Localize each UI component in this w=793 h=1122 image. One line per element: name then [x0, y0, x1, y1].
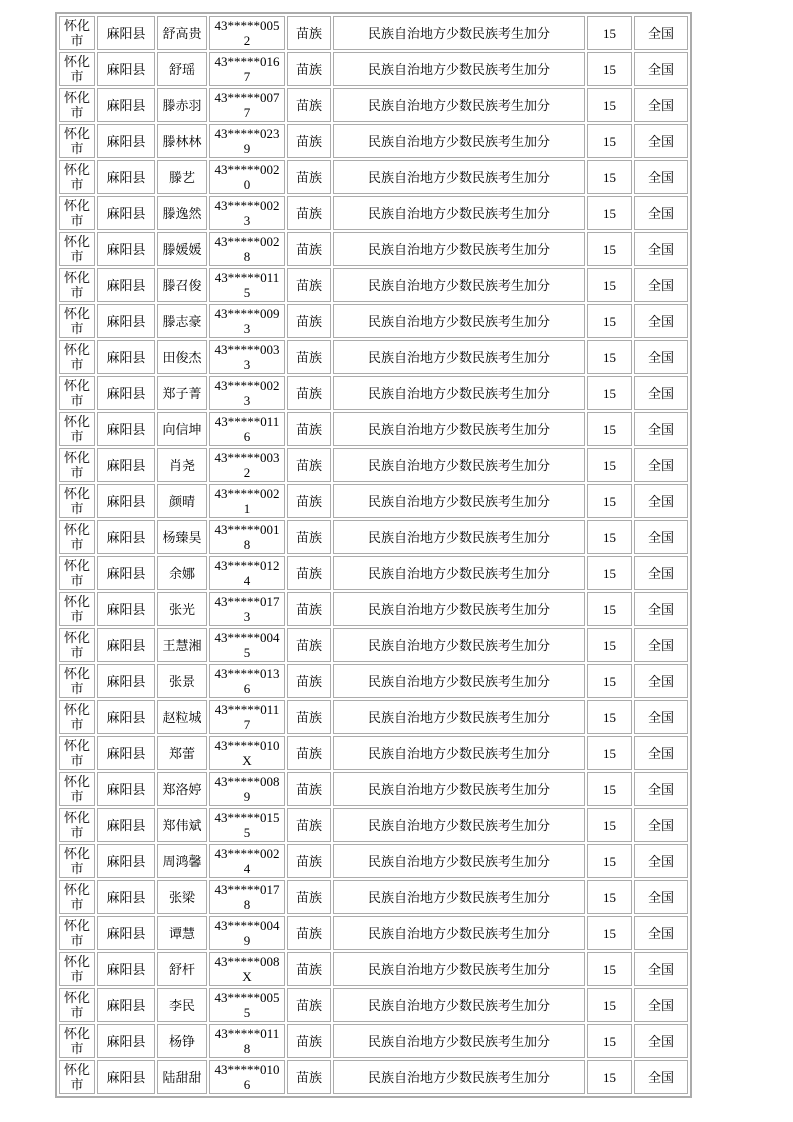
cell-scope: 全国 [634, 556, 688, 590]
cell-name: 李民 [157, 988, 207, 1022]
cell-name: 滕召俊 [157, 268, 207, 302]
cell-scope: 全国 [634, 484, 688, 518]
cell-id-number: 43*****002 8 [209, 232, 285, 266]
cell-id-number: 43*****017 3 [209, 592, 285, 626]
cell-city: 怀化市 [59, 952, 95, 986]
cell-county: 麻阳县 [97, 844, 155, 878]
roster-table-body [59, 16, 688, 1094]
cell-policy: 民族自治地方少数民族考生加分 [333, 160, 585, 194]
cell-ethnicity: 苗族 [287, 268, 331, 302]
cell-ethnicity: 苗族 [287, 484, 331, 518]
cell-city: 怀化市 [59, 88, 95, 122]
cell-county: 麻阳县 [97, 88, 155, 122]
cell-city: 怀化市 [59, 412, 95, 446]
cell-policy: 民族自治地方少数民族考生加分 [333, 520, 585, 554]
table-row [59, 124, 688, 158]
table-row [59, 448, 688, 482]
cell-ethnicity: 苗族 [287, 1024, 331, 1058]
cell-policy: 民族自治地方少数民族考生加分 [333, 376, 585, 410]
cell-policy: 民族自治地方少数民族考生加分 [333, 628, 585, 662]
cell-policy: 民族自治地方少数民族考生加分 [333, 448, 585, 482]
cell-policy: 民族自治地方少数民族考生加分 [333, 556, 585, 590]
cell-policy: 民族自治地方少数民族考生加分 [333, 484, 585, 518]
cell-policy: 民族自治地方少数民族考生加分 [333, 808, 585, 842]
cell-name: 杨臻昊 [157, 520, 207, 554]
cell-scope: 全国 [634, 772, 688, 806]
cell-points: 15 [587, 448, 632, 482]
cell-points: 15 [587, 484, 632, 518]
cell-points: 15 [587, 628, 632, 662]
cell-ethnicity: 苗族 [287, 448, 331, 482]
cell-county: 麻阳县 [97, 808, 155, 842]
table-row [59, 268, 688, 302]
cell-name: 滕逸然 [157, 196, 207, 230]
cell-policy: 民族自治地方少数民族考生加分 [333, 1024, 585, 1058]
cell-id-number: 43*****011 6 [209, 412, 285, 446]
cell-id-number: 43*****016 7 [209, 52, 285, 86]
cell-points: 15 [587, 808, 632, 842]
cell-points: 15 [587, 340, 632, 374]
cell-id-number: 43*****008 9 [209, 772, 285, 806]
cell-scope: 全国 [634, 700, 688, 734]
cell-id-number: 43*****010 6 [209, 1060, 285, 1094]
cell-points: 15 [587, 736, 632, 770]
table-row [59, 340, 688, 374]
cell-id-number: 43*****002 3 [209, 376, 285, 410]
cell-scope: 全国 [634, 1060, 688, 1094]
table-row [59, 736, 688, 770]
table-row [59, 376, 688, 410]
cell-city: 怀化市 [59, 772, 95, 806]
cell-city: 怀化市 [59, 52, 95, 86]
cell-points: 15 [587, 700, 632, 734]
cell-ethnicity: 苗族 [287, 700, 331, 734]
cell-city: 怀化市 [59, 1024, 95, 1058]
cell-policy: 民族自治地方少数民族考生加分 [333, 1060, 585, 1094]
cell-scope: 全国 [634, 52, 688, 86]
cell-scope: 全国 [634, 628, 688, 662]
cell-points: 15 [587, 1060, 632, 1094]
cell-points: 15 [587, 772, 632, 806]
cell-county: 麻阳县 [97, 268, 155, 302]
cell-ethnicity: 苗族 [287, 16, 331, 50]
table-row [59, 1060, 688, 1094]
cell-name: 舒杆 [157, 952, 207, 986]
cell-policy: 民族自治地方少数民族考生加分 [333, 16, 585, 50]
cell-name: 郑蕾 [157, 736, 207, 770]
cell-county: 麻阳县 [97, 484, 155, 518]
cell-points: 15 [587, 52, 632, 86]
cell-id-number: 43*****001 8 [209, 520, 285, 554]
cell-scope: 全国 [634, 412, 688, 446]
cell-policy: 民族自治地方少数民族考生加分 [333, 988, 585, 1022]
bonus-points-roster-table [55, 12, 692, 1098]
cell-scope: 全国 [634, 124, 688, 158]
cell-city: 怀化市 [59, 232, 95, 266]
cell-city: 怀化市 [59, 304, 95, 338]
cell-id-number: 43*****015 5 [209, 808, 285, 842]
cell-name: 杨铮 [157, 1024, 207, 1058]
cell-policy: 民族自治地方少数民族考生加分 [333, 736, 585, 770]
cell-city: 怀化市 [59, 520, 95, 554]
cell-policy: 民族自治地方少数民族考生加分 [333, 88, 585, 122]
cell-name: 郑子菁 [157, 376, 207, 410]
cell-ethnicity: 苗族 [287, 772, 331, 806]
cell-ethnicity: 苗族 [287, 664, 331, 698]
cell-city: 怀化市 [59, 376, 95, 410]
cell-county: 麻阳县 [97, 160, 155, 194]
table-row [59, 520, 688, 554]
cell-county: 麻阳县 [97, 340, 155, 374]
cell-ethnicity: 苗族 [287, 808, 331, 842]
cell-scope: 全国 [634, 268, 688, 302]
table-row [59, 304, 688, 338]
cell-city: 怀化市 [59, 916, 95, 950]
cell-scope: 全国 [634, 952, 688, 986]
cell-points: 15 [587, 916, 632, 950]
cell-ethnicity: 苗族 [287, 1060, 331, 1094]
cell-points: 15 [587, 160, 632, 194]
cell-county: 麻阳县 [97, 592, 155, 626]
cell-id-number: 43*****011 7 [209, 700, 285, 734]
cell-scope: 全国 [634, 340, 688, 374]
cell-ethnicity: 苗族 [287, 160, 331, 194]
cell-points: 15 [587, 304, 632, 338]
cell-ethnicity: 苗族 [287, 232, 331, 266]
cell-scope: 全国 [634, 664, 688, 698]
cell-scope: 全国 [634, 880, 688, 914]
cell-id-number: 43*****017 8 [209, 880, 285, 914]
cell-scope: 全国 [634, 592, 688, 626]
cell-county: 麻阳县 [97, 880, 155, 914]
cell-points: 15 [587, 376, 632, 410]
cell-points: 15 [587, 556, 632, 590]
cell-ethnicity: 苗族 [287, 988, 331, 1022]
cell-ethnicity: 苗族 [287, 340, 331, 374]
cell-city: 怀化市 [59, 988, 95, 1022]
cell-county: 麻阳县 [97, 1060, 155, 1094]
cell-name: 谭慧 [157, 916, 207, 950]
cell-ethnicity: 苗族 [287, 916, 331, 950]
table-row [59, 664, 688, 698]
cell-county: 麻阳县 [97, 916, 155, 950]
cell-scope: 全国 [634, 16, 688, 50]
cell-city: 怀化市 [59, 844, 95, 878]
cell-id-number: 43*****003 3 [209, 340, 285, 374]
table-row [59, 52, 688, 86]
cell-policy: 民族自治地方少数民族考生加分 [333, 232, 585, 266]
cell-id-number: 43*****007 7 [209, 88, 285, 122]
table-row [59, 808, 688, 842]
cell-id-number: 43*****003 2 [209, 448, 285, 482]
cell-county: 麻阳县 [97, 1024, 155, 1058]
cell-county: 麻阳县 [97, 16, 155, 50]
cell-name: 张光 [157, 592, 207, 626]
cell-policy: 民族自治地方少数民族考生加分 [333, 412, 585, 446]
cell-policy: 民族自治地方少数民族考生加分 [333, 664, 585, 698]
cell-policy: 民族自治地方少数民族考生加分 [333, 268, 585, 302]
cell-county: 麻阳县 [97, 700, 155, 734]
table-row [59, 592, 688, 626]
cell-county: 麻阳县 [97, 412, 155, 446]
table-row [59, 88, 688, 122]
cell-ethnicity: 苗族 [287, 844, 331, 878]
cell-points: 15 [587, 124, 632, 158]
cell-id-number: 43*****005 2 [209, 16, 285, 50]
cell-name: 王慧湘 [157, 628, 207, 662]
cell-city: 怀化市 [59, 340, 95, 374]
table-row [59, 1024, 688, 1058]
cell-scope: 全国 [634, 1024, 688, 1058]
cell-points: 15 [587, 988, 632, 1022]
cell-policy: 民族自治地方少数民族考生加分 [333, 196, 585, 230]
cell-points: 15 [587, 952, 632, 986]
cell-name: 颜晴 [157, 484, 207, 518]
table-row [59, 772, 688, 806]
cell-city: 怀化市 [59, 268, 95, 302]
cell-points: 15 [587, 232, 632, 266]
table-row [59, 844, 688, 878]
cell-id-number: 43*****005 5 [209, 988, 285, 1022]
cell-name: 滕志豪 [157, 304, 207, 338]
cell-policy: 民族自治地方少数民族考生加分 [333, 772, 585, 806]
cell-city: 怀化市 [59, 880, 95, 914]
cell-points: 15 [587, 880, 632, 914]
cell-city: 怀化市 [59, 124, 95, 158]
cell-id-number: 43*****010 X [209, 736, 285, 770]
cell-county: 麻阳县 [97, 988, 155, 1022]
cell-ethnicity: 苗族 [287, 952, 331, 986]
cell-id-number: 43*****011 5 [209, 268, 285, 302]
cell-ethnicity: 苗族 [287, 880, 331, 914]
cell-ethnicity: 苗族 [287, 736, 331, 770]
cell-city: 怀化市 [59, 700, 95, 734]
cell-ethnicity: 苗族 [287, 52, 331, 86]
cell-county: 麻阳县 [97, 448, 155, 482]
cell-name: 舒高贵 [157, 16, 207, 50]
cell-name: 向信坤 [157, 412, 207, 446]
table-row [59, 700, 688, 734]
cell-name: 郑伟斌 [157, 808, 207, 842]
cell-county: 麻阳县 [97, 772, 155, 806]
cell-county: 麻阳县 [97, 196, 155, 230]
cell-scope: 全国 [634, 304, 688, 338]
cell-scope: 全国 [634, 736, 688, 770]
cell-id-number: 43*****002 0 [209, 160, 285, 194]
cell-points: 15 [587, 268, 632, 302]
cell-id-number: 43*****004 9 [209, 916, 285, 950]
table-row [59, 160, 688, 194]
cell-policy: 民族自治地方少数民族考生加分 [333, 340, 585, 374]
cell-policy: 民族自治地方少数民族考生加分 [333, 124, 585, 158]
cell-scope: 全国 [634, 916, 688, 950]
cell-name: 滕林林 [157, 124, 207, 158]
cell-county: 麻阳县 [97, 556, 155, 590]
cell-city: 怀化市 [59, 736, 95, 770]
cell-policy: 民族自治地方少数民族考生加分 [333, 52, 585, 86]
cell-city: 怀化市 [59, 1060, 95, 1094]
cell-ethnicity: 苗族 [287, 628, 331, 662]
cell-city: 怀化市 [59, 160, 95, 194]
cell-name: 陆甜甜 [157, 1060, 207, 1094]
cell-name: 张景 [157, 664, 207, 698]
cell-scope: 全国 [634, 88, 688, 122]
cell-points: 15 [587, 844, 632, 878]
cell-points: 15 [587, 592, 632, 626]
cell-ethnicity: 苗族 [287, 556, 331, 590]
cell-policy: 民族自治地方少数民族考生加分 [333, 304, 585, 338]
cell-name: 赵粒城 [157, 700, 207, 734]
cell-city: 怀化市 [59, 664, 95, 698]
cell-county: 麻阳县 [97, 376, 155, 410]
cell-ethnicity: 苗族 [287, 412, 331, 446]
table-row [59, 988, 688, 1022]
cell-scope: 全国 [634, 520, 688, 554]
cell-scope: 全国 [634, 376, 688, 410]
cell-name: 周鸿馨 [157, 844, 207, 878]
cell-county: 麻阳县 [97, 664, 155, 698]
cell-city: 怀化市 [59, 592, 95, 626]
cell-scope: 全国 [634, 988, 688, 1022]
cell-id-number: 43*****008 X [209, 952, 285, 986]
table-row [59, 916, 688, 950]
cell-name: 张梁 [157, 880, 207, 914]
cell-id-number: 43*****009 3 [209, 304, 285, 338]
table-row [59, 484, 688, 518]
cell-city: 怀化市 [59, 556, 95, 590]
cell-name: 余娜 [157, 556, 207, 590]
cell-points: 15 [587, 664, 632, 698]
cell-points: 15 [587, 1024, 632, 1058]
cell-id-number: 43*****002 3 [209, 196, 285, 230]
cell-policy: 民族自治地方少数民族考生加分 [333, 880, 585, 914]
table-row [59, 412, 688, 446]
cell-scope: 全国 [634, 160, 688, 194]
cell-name: 肖尧 [157, 448, 207, 482]
cell-id-number: 43*****023 9 [209, 124, 285, 158]
table-row [59, 556, 688, 590]
cell-city: 怀化市 [59, 628, 95, 662]
table-row [59, 232, 688, 266]
cell-scope: 全国 [634, 196, 688, 230]
cell-name: 田俊杰 [157, 340, 207, 374]
cell-city: 怀化市 [59, 808, 95, 842]
cell-name: 滕艺 [157, 160, 207, 194]
cell-county: 麻阳县 [97, 628, 155, 662]
cell-scope: 全国 [634, 448, 688, 482]
cell-points: 15 [587, 520, 632, 554]
cell-county: 麻阳县 [97, 952, 155, 986]
cell-county: 麻阳县 [97, 304, 155, 338]
table-row [59, 16, 688, 50]
cell-ethnicity: 苗族 [287, 124, 331, 158]
cell-policy: 民族自治地方少数民族考生加分 [333, 952, 585, 986]
cell-scope: 全国 [634, 844, 688, 878]
cell-points: 15 [587, 88, 632, 122]
cell-ethnicity: 苗族 [287, 196, 331, 230]
cell-id-number: 43*****004 5 [209, 628, 285, 662]
cell-county: 麻阳县 [97, 232, 155, 266]
table-row [59, 880, 688, 914]
cell-scope: 全国 [634, 808, 688, 842]
cell-points: 15 [587, 16, 632, 50]
cell-policy: 民族自治地方少数民族考生加分 [333, 844, 585, 878]
cell-ethnicity: 苗族 [287, 88, 331, 122]
cell-ethnicity: 苗族 [287, 520, 331, 554]
cell-ethnicity: 苗族 [287, 592, 331, 626]
cell-county: 麻阳县 [97, 52, 155, 86]
cell-city: 怀化市 [59, 196, 95, 230]
cell-id-number: 43*****012 4 [209, 556, 285, 590]
cell-name: 滕媛媛 [157, 232, 207, 266]
cell-id-number: 43*****013 6 [209, 664, 285, 698]
cell-name: 舒瑶 [157, 52, 207, 86]
cell-city: 怀化市 [59, 16, 95, 50]
cell-county: 麻阳县 [97, 124, 155, 158]
table-row [59, 952, 688, 986]
cell-points: 15 [587, 412, 632, 446]
table-row [59, 196, 688, 230]
cell-ethnicity: 苗族 [287, 376, 331, 410]
cell-id-number: 43*****011 8 [209, 1024, 285, 1058]
cell-policy: 民族自治地方少数民族考生加分 [333, 916, 585, 950]
cell-county: 麻阳县 [97, 520, 155, 554]
cell-points: 15 [587, 196, 632, 230]
cell-name: 郑洛婷 [157, 772, 207, 806]
cell-name: 滕赤羽 [157, 88, 207, 122]
table-row [59, 628, 688, 662]
cell-city: 怀化市 [59, 484, 95, 518]
cell-policy: 民族自治地方少数民族考生加分 [333, 700, 585, 734]
cell-id-number: 43*****002 1 [209, 484, 285, 518]
cell-scope: 全国 [634, 232, 688, 266]
cell-county: 麻阳县 [97, 736, 155, 770]
cell-policy: 民族自治地方少数民族考生加分 [333, 592, 585, 626]
cell-ethnicity: 苗族 [287, 304, 331, 338]
cell-id-number: 43*****002 4 [209, 844, 285, 878]
cell-city: 怀化市 [59, 448, 95, 482]
